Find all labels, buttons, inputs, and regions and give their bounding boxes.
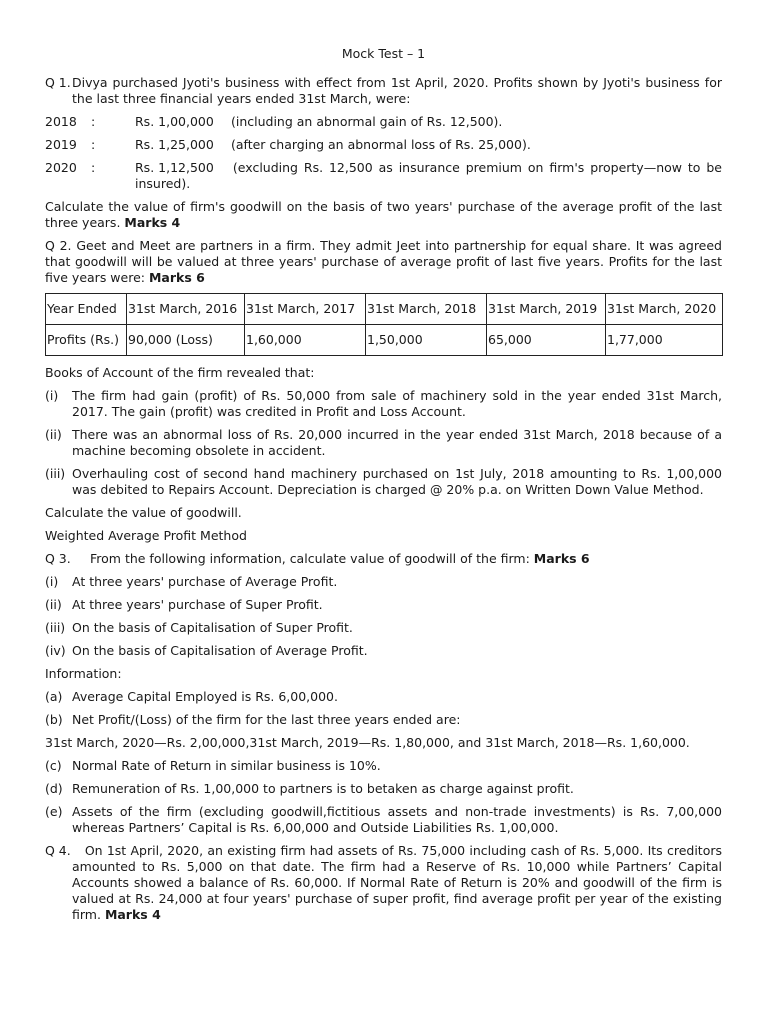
list-text: On the basis of Capitalisation of Super Profit. <box>72 620 353 635</box>
list-marker: (d) <box>45 781 63 796</box>
list-text: The firm had gain (profit) of Rs. 50,000 from sale of machinery sold in the year ended 31st March, 2017. The gain (profit) was credited in Profit and Loss Account. <box>72 388 722 419</box>
q1-year-note: (excluding Rs. 12,500 as insurance premium on firm's property—now to be insured). <box>135 160 722 191</box>
list-text: Normal Rate of Return in similar business is 10%. <box>72 758 381 773</box>
list-text: There was an abnormal loss of Rs. 20,000 incurred in the year ended 31st March, 2018 because of a machine becoming obsolete in accident. <box>72 427 722 458</box>
list-marker: (c) <box>45 758 62 773</box>
list-item <box>45 388 722 420</box>
q3-marks: Marks 6 <box>533 551 590 566</box>
q1-year-colon: : <box>91 114 96 129</box>
list-marker: (a) <box>45 689 63 704</box>
q2-number: Q 2. <box>45 238 72 253</box>
list-item <box>45 427 722 459</box>
table-cell: 1,77,000 <box>606 325 723 356</box>
list-text: On the basis of Capitalisation of Average Profit. <box>72 643 368 658</box>
list-item <box>45 712 722 728</box>
q1-year-row <box>45 160 722 192</box>
list-text: Overhauling cost of second hand machinery purchased on 1st July, 2018 amounting to Rs. 1,00,000 was debited to Repairs Account. Depreciation is charged @ 20% p.a. on Written Down Value Method. <box>72 466 722 497</box>
q1-year-detail <box>135 137 722 153</box>
list-text: At three years' purchase of Average Profit. <box>72 574 338 589</box>
q1-year-note: (after charging an abnormal loss of Rs. 25,000). <box>230 137 531 152</box>
q3-paragraph <box>45 551 722 567</box>
q2-books-intro: Books of Account of the firm revealed that: <box>45 365 315 380</box>
list-marker: (i) <box>45 574 59 589</box>
list-item <box>45 643 722 659</box>
q1-year: 2018 <box>45 114 77 129</box>
q1-year-detail <box>135 160 722 192</box>
q1-paragraph <box>45 75 722 107</box>
table-cell: 31st March, 2020 <box>606 294 723 325</box>
q2-paragraph <box>45 238 722 286</box>
table-cell: 1,50,000 <box>366 325 487 356</box>
q1-year-amount: Rs. 1,25,000 <box>135 137 214 152</box>
q1-year-row <box>45 114 722 130</box>
q1-year-note: (including an abnormal gain of Rs. 12,500). <box>230 114 503 129</box>
q1-year-row <box>45 137 722 153</box>
table-cell: 31st March, 2016 <box>127 294 245 325</box>
q2-marks: Marks 6 <box>148 270 205 285</box>
list-text: Average Capital Employed is Rs. 6,00,000. <box>72 689 338 704</box>
list-item <box>45 597 722 613</box>
q1-instruction <box>45 199 722 231</box>
section-heading: Weighted Average Profit Method <box>45 528 247 543</box>
q1-year-amount: Rs. 1,00,000 <box>135 114 214 129</box>
q4-paragraph <box>45 843 722 923</box>
q3-profits-line: 31st March, 2020—Rs. 2,00,000,31st March, 2019—Rs. 1,80,000, and 31st March, 2018—Rs. 1,60,000. <box>45 735 690 750</box>
table-row <box>46 325 723 356</box>
list-marker: (iii) <box>45 620 66 635</box>
list-item <box>45 620 722 636</box>
list-marker: (iv) <box>45 643 66 658</box>
table-cell: 90,000 (Loss) <box>127 325 245 356</box>
list-item <box>45 781 722 797</box>
list-marker: (ii) <box>45 597 62 612</box>
q1-year: 2020 <box>45 160 77 175</box>
table-cell: 1,60,000 <box>245 325 366 356</box>
table-cell: 31st March, 2019 <box>487 294 606 325</box>
q1-year-colon: : <box>91 160 96 175</box>
q3-info-label: Information: <box>45 666 122 681</box>
table-cell: Year Ended <box>46 294 127 325</box>
table-cell: 31st March, 2017 <box>245 294 366 325</box>
q1-year: 2019 <box>45 137 77 152</box>
list-marker: (ii) <box>45 427 62 442</box>
q2-text: Geet and Meet are partners in a firm. They admit Jeet into partnership for equal share. It was agreed that goodwill will be valued at three years' purchase of average profit of last five years. Profits for the last five years were: <box>45 238 722 285</box>
list-marker: (iii) <box>45 466 66 481</box>
q1-text: Divya purchased Jyoti's business with effect from 1st April, 2020. Profits shown by Jyoti's business for the last three financial years ended 31st March, were: <box>72 75 722 106</box>
q1-year-amount: Rs. 1,12,500 <box>135 160 214 175</box>
q1-number: Q 1. <box>45 75 71 90</box>
q3-number: Q 3. <box>45 551 71 566</box>
list-item <box>45 466 722 498</box>
q4-text: On 1st April, 2020, an existing firm had assets of Rs. 75,000 including cash of Rs. 5,000. Its creditors amounted to Rs. 5,000 on that date. The firm had a Reserve of Rs. 10,000 while Partners’ Capital Accounts showed a balance of Rs. 60,000. If Normal Rate of Return is 20% and goodwill of the firm is valued at Rs. 24,000 at four years' purchase of super profit, find average profit per year of the existing firm. <box>72 843 723 922</box>
page-title: Mock Test – 1 <box>341 46 426 61</box>
list-text: Assets of the firm (excluding goodwill,fictitious assets and non-trade investments) is Rs. 7,00,000 whereas Partners’ Capital is Rs. 6,00,000 and Outside Liabilities Rs. 1,00,000. <box>72 804 722 835</box>
q1-marks: Marks 4 <box>124 215 181 230</box>
list-marker: (e) <box>45 804 63 819</box>
list-text: Remuneration of Rs. 1,00,000 to partners is to betaken as charge against profit. <box>72 781 574 796</box>
list-text: At three years' purchase of Super Profit. <box>72 597 323 612</box>
q2-calc: Calculate the value of goodwill. <box>45 505 242 520</box>
q1-year-detail <box>135 114 722 130</box>
q4-marks: Marks 4 <box>104 907 161 922</box>
q1-year-colon: : <box>91 137 96 152</box>
table-cell: 31st March, 2018 <box>366 294 487 325</box>
table-cell: Profits (Rs.) <box>46 325 127 356</box>
list-item <box>45 574 722 590</box>
list-item <box>45 689 722 705</box>
list-item <box>45 804 722 836</box>
table-header-row <box>46 294 723 325</box>
q1-calc-text: Calculate the value of firm's goodwill on the basis of two years' purchase of the average profit of the last three years. <box>45 199 722 230</box>
profits-table <box>45 293 723 356</box>
q3-text: From the following information, calculate value of goodwill of the firm: <box>90 551 530 566</box>
list-marker: (i) <box>45 388 59 403</box>
q4-number: Q 4. <box>45 843 71 858</box>
list-text: Net Profit/(Loss) of the firm for the last three years ended are: <box>72 712 461 727</box>
list-marker: (b) <box>45 712 63 727</box>
list-item <box>45 758 722 774</box>
table-cell: 65,000 <box>487 325 606 356</box>
document-page <box>45 46 722 930</box>
